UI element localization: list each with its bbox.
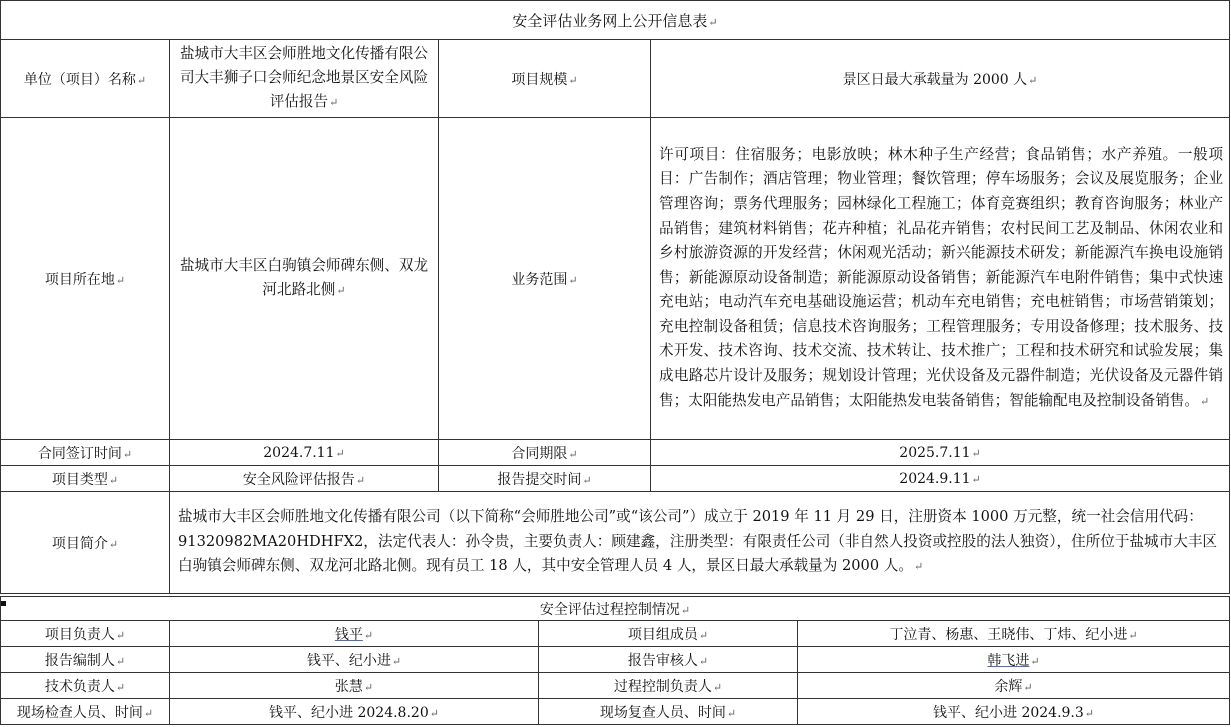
location-label: 项目所在地↵: [1, 118, 170, 440]
intro-row: [1, 492, 1230, 594]
row-value: 钱平、纪小进↵: [170, 647, 539, 673]
row-label: 过程控制负责人↵: [539, 673, 798, 699]
project-type-value: 安全风险评估报告↵: [170, 466, 439, 492]
project-scale-label: 项目规模↵: [439, 40, 651, 118]
row-label: 报告编制人↵: [1, 647, 170, 673]
process-control-table: [0, 596, 1230, 725]
row-label: 现场复查人员、时间↵: [539, 699, 798, 725]
type-row: [1, 466, 1230, 492]
contract-sign-label: 合同签订时间↵: [1, 440, 170, 466]
title-row: [1, 1, 1230, 40]
process-title-row: [1, 597, 1230, 621]
row-label: 项目组成员↵: [539, 621, 798, 647]
row-value: 钱平↵: [170, 621, 539, 647]
table-row: [1, 699, 1230, 725]
row-label: 现场检查人员、时间↵: [1, 699, 170, 725]
row-value: 余辉↵: [798, 673, 1230, 699]
project-scale-value: 景区日最大承载量为 2000 人↵: [651, 40, 1230, 118]
contract-sign-value: 2024.7.11↵: [170, 440, 439, 466]
contract-row: [1, 440, 1230, 466]
report-submit-value: 2024.9.11↵: [651, 466, 1230, 492]
unit-name-value: 盐城市大丰区会师胜地文化传播有限公司大丰狮子口会师纪念地景区安全风险评估报告↵: [170, 40, 439, 118]
location-value: 盐城市大丰区白驹镇会师碑东侧、双龙河北路北侧↵: [170, 118, 439, 440]
table-row: [1, 673, 1230, 699]
table-row: [1, 647, 1230, 673]
business-scope-label: 业务范围↵: [439, 118, 651, 440]
row-value: 丁泣青、杨惠、王晓伟、丁炜、纪小进↵: [798, 621, 1230, 647]
row-label: 报告审核人↵: [539, 647, 798, 673]
table-title: 安全评估业务网上公开信息表↵: [1, 1, 1230, 40]
row-value: 张慧↵: [170, 673, 539, 699]
business-scope-text: 许可项目：住宿服务；电影放映；林木种子生产经营；食品销售；水产养殖。一般项目：广告制作；酒店管理；物业管理；餐饮管理；停车场服务；会议及展览服务；企业管理咨询；票务代理服务；园林绿化工程施工；体育竞赛组织；教育咨询服务；林业产品销售；建筑材料销售；花卉种植；礼品花卉销售；农村民间工艺及制品、休闲农业和乡村旅游资源的开发经营；休闲观光活动；新兴能源技术研发；新能源汽车换电设施销售；新能源原动设备制造；新能源原动设备销售；新能源汽车电附件销售；集中式快速充电站；电动汽车充电基础设施运营；机动车充电销售；充电桩销售；市场营销策划；充电控制设备租赁；信息技术咨询服务；工程管理服务；专用设备修理；技术服务、技术开发、技术咨询、技术交流、技术转让、技术推广；工程和技术研究和试验发展；集成电路芯片设计及服务；规划设计管理；光伏设备及元器件制造；光伏设备及元器件销售；太阳能热发电产品销售；太阳能热发电装备销售；智能输配电及控制设备销售。↵: [651, 118, 1230, 440]
report-submit-label: 报告提交时间↵: [439, 466, 651, 492]
project-intro-text: 盐城市大丰区会师胜地文化传播有限公司（以下简称“会师胜地公司”或“该公司”）成立于 2019 年 11 月 29 日，注册资本 1000 万元整，统一社会信用代码：91320982MA20HDHFX2，法定代表人：孙令贵，主要负责人：顾建鑫，注册类型：有限责任公司（非自然人投资或控股的法人独资），住所位于盐城市大丰区白驹镇会师碑东侧、双龙河北路北侧。现有员工 18 人，其中安全管理人员 4 人，景区日最大承载量为 2000 人。↵: [170, 492, 1230, 594]
contract-period-value: 2025.7.11↵: [651, 440, 1230, 466]
location-row: [1, 118, 1230, 440]
unit-name-label: 单位（项目）名称↵: [1, 40, 170, 118]
row-value: 钱平、纪小进 2024.8.20↵: [170, 699, 539, 725]
process-title: 安全评估过程控制情况↵: [1, 597, 1230, 621]
row-value: 钱平、纪小进 2024.9.3↵: [798, 699, 1230, 725]
table-row: [1, 621, 1230, 647]
project-type-label: 项目类型↵: [1, 466, 170, 492]
row-value: 韩飞进↵: [798, 647, 1230, 673]
row-label: 项目负责人↵: [1, 621, 170, 647]
unit-row: [1, 40, 1230, 118]
contract-period-label: 合同期限↵: [439, 440, 651, 466]
row-label: 技术负责人↵: [1, 673, 170, 699]
project-intro-label: 项目简介↵: [1, 492, 170, 594]
